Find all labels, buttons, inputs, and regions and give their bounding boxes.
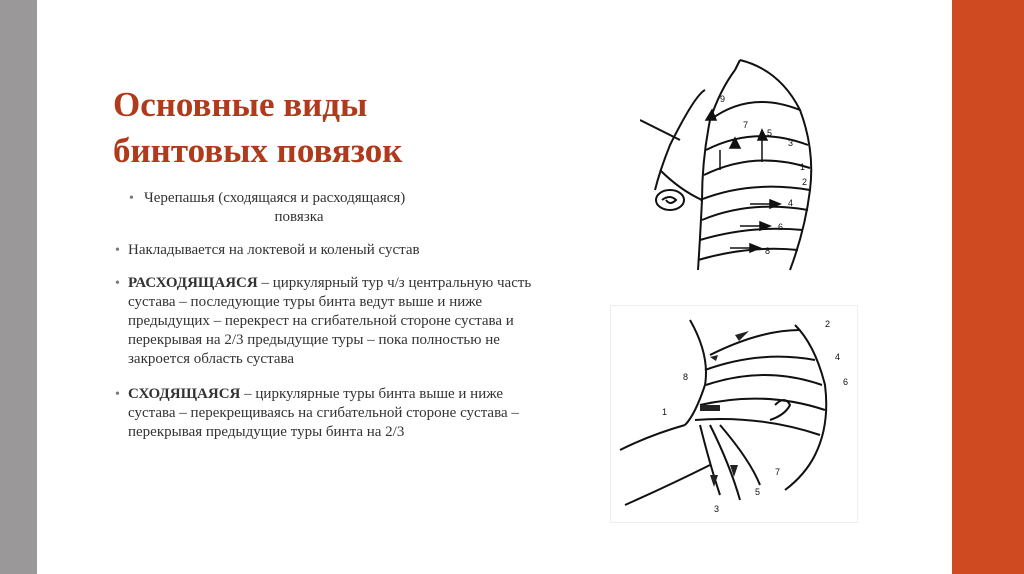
- bullet-item-applies: [112, 241, 532, 260]
- fig-top-label: 1: [800, 162, 806, 172]
- bullet-text-line1: Черепашья (сходящаяся и расходящаяся): [144, 190, 406, 206]
- fig-bottom-label: 6: [843, 377, 849, 387]
- title-line-2: бинтовых повязок: [113, 131, 403, 170]
- fig-bottom-label: 5: [755, 487, 761, 497]
- bullet-text-line2: повязка: [274, 209, 324, 225]
- bullet-item-convergent: [112, 385, 532, 442]
- slide-title: [113, 82, 533, 174]
- bullet-list: [112, 189, 532, 442]
- knee-bandage-illustration: [640, 50, 830, 280]
- title-line-1: Основные виды: [113, 85, 368, 124]
- bullet-dot: •: [115, 387, 120, 402]
- fig-bottom-label: 8: [683, 372, 689, 382]
- bullet-text: – циркулярные туры бинта выше и ниже сустава – перекрещиваясь на сгибательной стороне сустава – перекрывая предыдущие туры бинта на 2/3: [128, 386, 519, 440]
- bullet-term: РАСХОДЯЩАЯСЯ: [128, 275, 258, 291]
- elbow-bandage-illustration: [610, 305, 860, 525]
- bullet-dot: •: [129, 191, 134, 206]
- bullet-term: СХОДЯЩАЯСЯ: [128, 386, 241, 402]
- left-sidebar-bar: [0, 0, 37, 574]
- right-accent-bar: [952, 0, 1024, 574]
- bullet-dot: •: [115, 243, 120, 258]
- fig-top-label: 8: [765, 246, 771, 256]
- bullet-item-turtle: [112, 189, 532, 227]
- fig-bottom-label: 7: [775, 467, 781, 477]
- fig-top-label: 7: [743, 120, 749, 130]
- fig-top-label: 6: [778, 222, 784, 232]
- fig-bottom-label: 2: [825, 319, 831, 329]
- bullet-text: – циркулярный тур ч/з центральную часть сустава – последующие туры бинта ведут выше и ниже предыдущих – перекрест на сгибательной стороне сустава и перекрывая на 2/3 предыдущие туры – пока полностью не закроется область сустава: [128, 275, 532, 367]
- fig-top-label: 9: [720, 94, 726, 104]
- fig-top-label: 5: [767, 128, 773, 138]
- fig-top-label: 2: [802, 177, 808, 187]
- bullet-dot: •: [115, 276, 120, 291]
- bullet-item-divergent: [112, 274, 532, 369]
- bullet-text: Накладывается на локтевой и коленый сустав: [128, 242, 420, 258]
- fig-bottom-label: 3: [714, 504, 720, 514]
- fig-bottom-label: 4: [835, 352, 841, 362]
- fig-bottom-label: 1: [662, 407, 668, 417]
- fig-top-label: 3: [788, 138, 794, 148]
- fig-top-label: 4: [788, 198, 794, 208]
